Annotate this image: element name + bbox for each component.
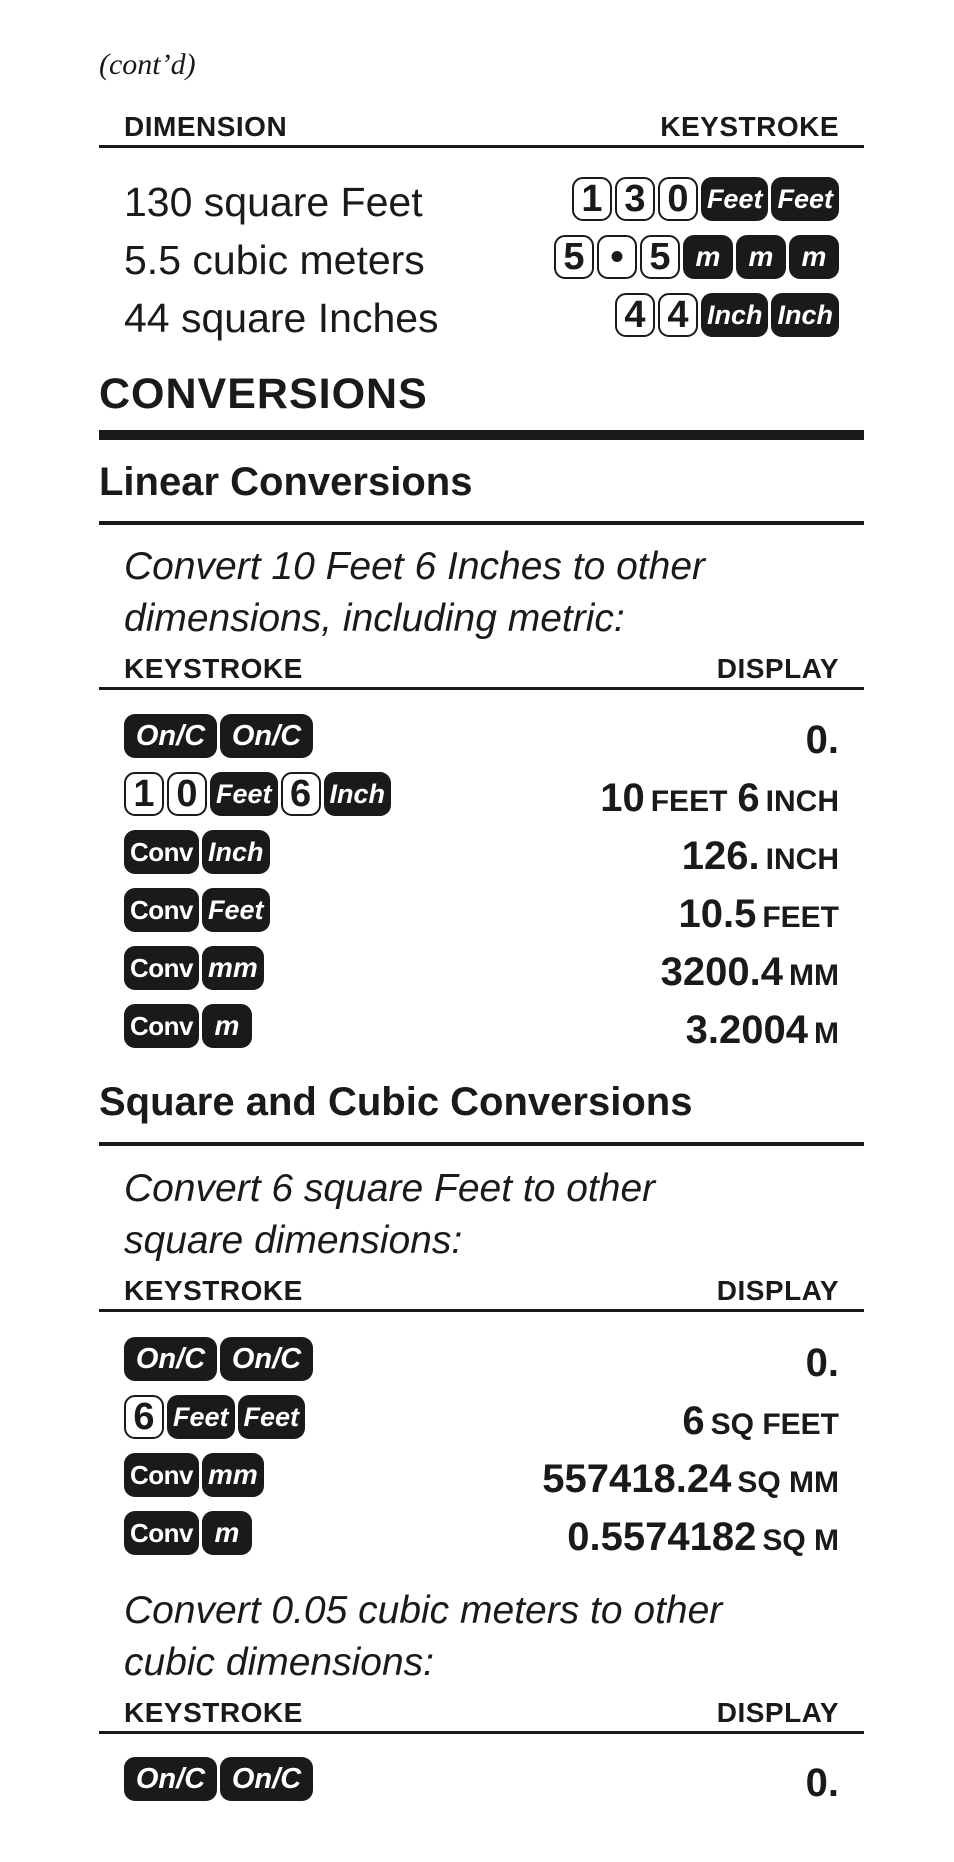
key-feet: Feet [210,772,278,816]
key-feet: Feet [771,177,839,221]
keystroke-row [99,884,864,938]
display-value [542,1457,839,1505]
keystroke-sequence [124,888,270,932]
keystroke-sequence [572,177,839,221]
key-on-c: On/C [124,1757,217,1801]
key-4: 4 [658,293,698,337]
keystroke-sequence [124,714,313,758]
description-line: Convert 10 Feet 6 Inches to other [124,545,706,588]
keystroke-sequence [124,1337,313,1381]
square-table-header [99,1276,864,1312]
keystroke-sequence [124,946,264,990]
key-1: 1 [572,177,612,221]
keystroke-row [99,1507,864,1561]
key-conv: Conv [124,1511,199,1555]
key-point: • [597,235,637,279]
linear-description [124,541,844,645]
key-on-c: On/C [220,1757,313,1801]
cubic-table-header [99,1698,864,1734]
subsection-divider [99,1142,864,1146]
key-feet: Feet [167,1395,235,1439]
display-unit: MM [789,959,839,992]
display-value [806,1341,839,1385]
dimension-label: 130 square Feet [124,179,423,225]
dimension-row [99,289,864,345]
key-on-c: On/C [124,714,217,758]
key-on-c: On/C [220,1337,313,1381]
key-conv: Conv [124,888,199,932]
display-header: DISPLAY [716,653,839,684]
display-header: DISPLAY [716,1697,839,1728]
display-header: DISPLAY [716,1275,839,1306]
continued-label: (cont’d) [99,48,196,81]
display-value [682,834,839,882]
display-number: 6 [737,776,760,820]
display-value [682,1399,839,1447]
keystroke-header: KEYSTROKE [124,1697,303,1728]
key-feet: Feet [202,888,270,932]
square-description [124,1163,844,1267]
keystroke-row [99,1000,864,1054]
display-unit: SQ FEET [710,1408,839,1441]
display-number: 557418.24 [542,1457,732,1501]
linear-conversions-title: Linear Conversions [99,460,473,504]
key-mm: mm [202,1453,264,1497]
keystroke-row [99,1753,864,1807]
keystroke-sequence [124,1511,252,1555]
key-5: 5 [554,235,594,279]
display-number: 6 [682,1399,705,1443]
key-6: 6 [124,1395,164,1439]
keystroke-row [99,710,864,764]
keystroke-row [99,1333,864,1387]
keystroke-row [99,826,864,880]
key-m: m [202,1004,252,1048]
display-value [806,1761,839,1805]
key-feet: Feet [238,1395,306,1439]
keystroke-header: KEYSTROKE [124,1275,303,1306]
key-mm: mm [202,946,264,990]
dimension-header: DIMENSION [124,111,288,142]
keystroke-sequence [124,1004,252,1048]
keystroke-sequence [124,1757,313,1801]
description-line: dimensions, including metric: [124,597,625,640]
display-number: 3200.4 [660,950,784,994]
dimension-table-header [99,112,864,148]
display-value [686,1008,839,1056]
key-feet: Feet [701,177,769,221]
keystroke-header: KEYSTROKE [660,111,839,142]
display-unit: FEET [650,785,728,818]
conversions-title: CONVERSIONS [99,370,428,418]
keystroke-sequence [124,772,391,816]
key-conv: Conv [124,830,199,874]
dimension-row [99,173,864,229]
display-number: 0. [805,1761,839,1805]
key-0: 0 [167,772,207,816]
keystroke-sequence [124,830,270,874]
key-m: m [736,235,786,279]
key-5: 5 [640,235,680,279]
key-3: 3 [615,177,655,221]
display-number: 0.5574182 [567,1515,757,1559]
key-0: 0 [658,177,698,221]
dimension-row [99,231,864,287]
key-inch: Inch [202,830,270,874]
key-m: m [202,1511,252,1555]
key-inch: Inch [324,772,392,816]
keystroke-sequence [554,235,839,279]
dimension-label: 5.5 cubic meters [124,237,425,283]
key-on-c: On/C [220,714,313,758]
display-unit: INCH [765,843,839,876]
key-4: 4 [615,293,655,337]
display-number: 10.5 [678,892,757,936]
key-conv: Conv [124,1453,199,1497]
keystroke-sequence [124,1395,305,1439]
description-line: Convert 6 square Feet to other [124,1167,656,1210]
display-value [600,776,839,824]
keystroke-row [99,768,864,822]
display-value [661,950,839,998]
keystroke-header: KEYSTROKE [124,653,303,684]
key-6: 6 [281,772,321,816]
square-cubic-title: Square and Cubic Conversions [99,1080,693,1124]
display-number: 0. [805,1341,839,1385]
key-conv: Conv [124,1004,199,1048]
description-line: cubic dimensions: [124,1641,434,1684]
display-number: 126. [681,834,760,878]
subsection-divider [99,521,864,525]
display-unit: INCH [765,785,839,818]
key-m: m [789,235,839,279]
section-divider [99,430,864,440]
display-number: 0. [805,718,839,762]
keystroke-row [99,1391,864,1445]
linear-table-header [99,654,864,690]
keystroke-sequence [124,1453,264,1497]
keystroke-row [99,1449,864,1503]
cubic-description [124,1585,844,1689]
display-value [678,892,839,940]
display-number: 10 [600,776,645,820]
dimension-label: 44 square Inches [124,295,439,341]
key-inch: Inch [771,293,839,337]
key-conv: Conv [124,946,199,990]
key-1: 1 [124,772,164,816]
key-inch: Inch [701,293,769,337]
display-unit: SQ M [762,1524,839,1557]
key-m: m [683,235,733,279]
keystroke-sequence [615,293,839,337]
display-unit: FEET [762,901,839,934]
display-unit: M [814,1017,839,1050]
description-line: Convert 0.05 cubic meters to other [124,1589,723,1632]
display-number: 3.2004 [685,1008,808,1052]
display-value [806,718,839,762]
display-value [567,1515,839,1563]
display-unit: SQ MM [737,1466,839,1499]
key-on-c: On/C [124,1337,217,1381]
keystroke-row [99,942,864,996]
description-line: square dimensions: [124,1219,463,1262]
